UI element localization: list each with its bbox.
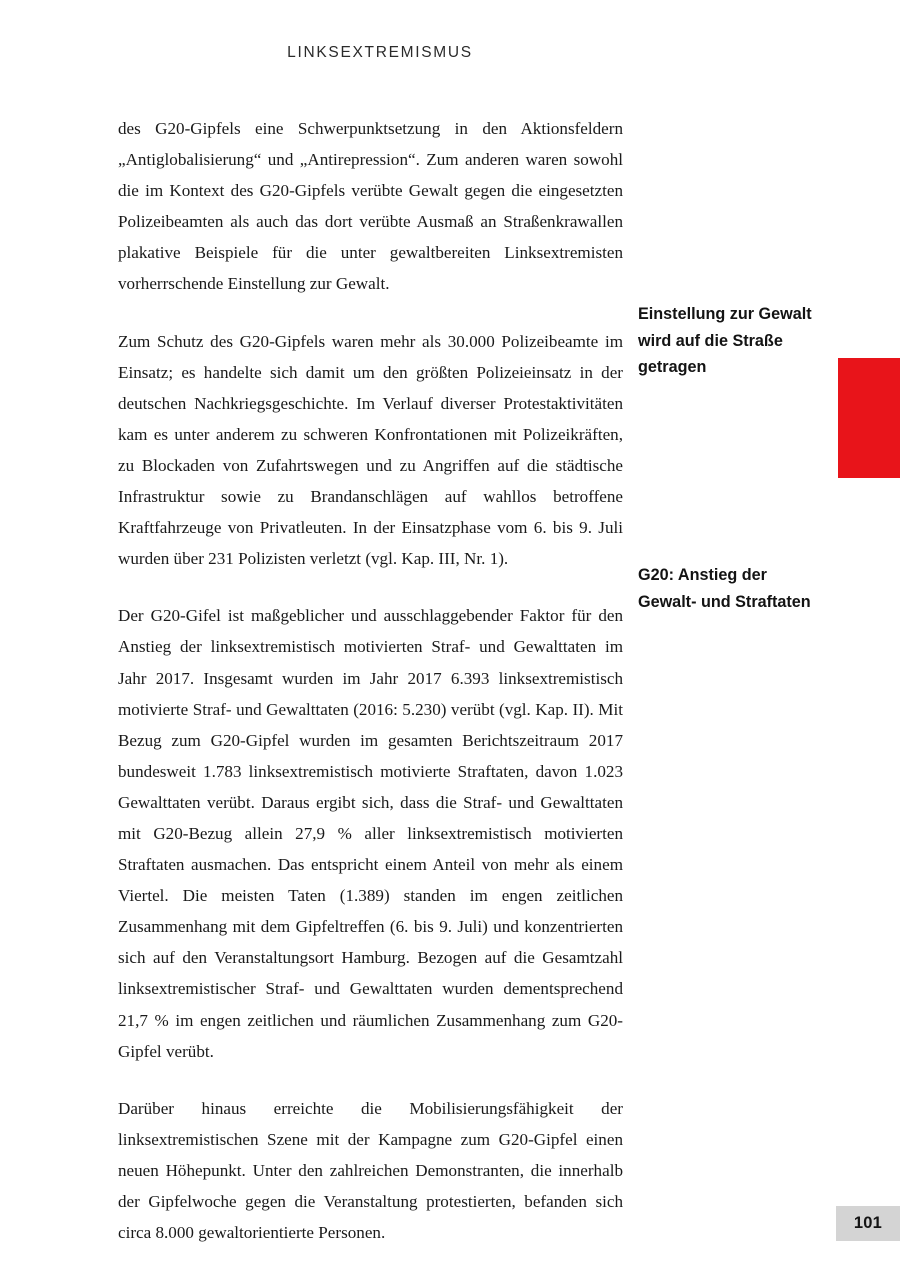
- margin-note-g20-anstieg: G20: Anstieg der Gewalt- und Straftaten: [638, 566, 811, 611]
- page-number: 101: [853, 1214, 883, 1232]
- body-paragraph: des G20-Gipfels eine Schwerpunktsetzung in den Aktionsfeldern „Antiglobalisierung“ und „Antirepression“. Zum anderen waren sowohl die im Kontext des G20-Gipfels verübte Gewalt gegen die eingesetzten Polizeibeamten als auch das dort verübte Ausmaß an Straßenkrawallen plakative Beispiele für die unter gewaltbereiten Linksextremisten vorherrschende Einstellung zur Gewalt.: [118, 119, 623, 294]
- body-paragraph: Der G20-Gifel ist maßgeblicher und ausschlaggebender Faktor für den Anstieg der linksextremistisch motivierten Straf- und Gewalttaten im Jahr 2017. Insgesamt wurden im Jahr 2017 6.393 linksextremistisch motivierte Straf- und Gewalttaten (2016: 5.230) verübt (vgl. Kap. II). Mit Bezug zum G20-Gipfel wurden im gesamten Berichtszeitraum 2017 bundesweit 1.783 linksextremistisch motivierte Straftaten, davon 1.023 Gewalttaten verübt. Daraus ergibt sich, dass die Straf- und Gewalttaten mit G20-Bezug allein 27,9 % aller linksextremistisch motivierten Straftaten ausmachen. Das entspricht einem Anteil von mehr als einem Viertel. Die meisten Taten (1.389) standen im engen zeitlichen Zusammenhang mit dem Gipfeltreffen (6. bis 9. Juli) und konzentrierten sich auf den Veranstaltungsort Hamburg. Bezogen auf die Gesamtzahl linksextremistischer Straf- und Gewalttaten wurden dementsprechend 21,7 % im engen zeitlichen und räumlichen Zusammenhang zum G20-Gipfel verübt.: [118, 606, 623, 1061]
- body-paragraph: Darüber hinaus erreichte die Mobilisierungsfähigkeit der linksextremistischen Szene mit der Kampagne zum G20-Gipfel einen neuen Höhepunkt. Unter den zahlreichen Demonstranten, die innerhalb der Gipfelwoche gegen die Veranstaltung protestierten, befanden sich circa 8.000 gewaltorientierte Personen.: [118, 1098, 623, 1243]
- main-text-column: [118, 113, 623, 1248]
- body-paragraph: Zum Schutz des G20-Gipfels waren mehr als 30.000 Polizeibeamte im Einsatz; es handelte sich damit um den größten Polizeieinsatz in der deutschen Nachkriegsgeschichte. Im Verlauf diverser Protestaktivitäten kam es unter anderem zu schweren Konfrontationen mit Polizeikräften, zu Blockaden von Zufahrtswegen und zu Angriffen auf die städtische Infrastruktur sowie zu Brandanschlägen auf wahllos betroffene Kraftfahrzeuge von Privatleuten. In der Einsatzphase vom 6. bis 9. Juli wurden über 231 Polizisten verletzt (vgl. Kap. III, Nr. 1).: [118, 331, 623, 569]
- page-number-chip: [836, 1206, 900, 1241]
- running-head: LINKSEXTREMISMUS: [287, 44, 473, 61]
- margin-note-einstellung-zur-gewalt: Einstellung zur Gewalt wird auf die Straße getragen: [638, 305, 812, 376]
- chapter-edge-tab: [838, 358, 900, 478]
